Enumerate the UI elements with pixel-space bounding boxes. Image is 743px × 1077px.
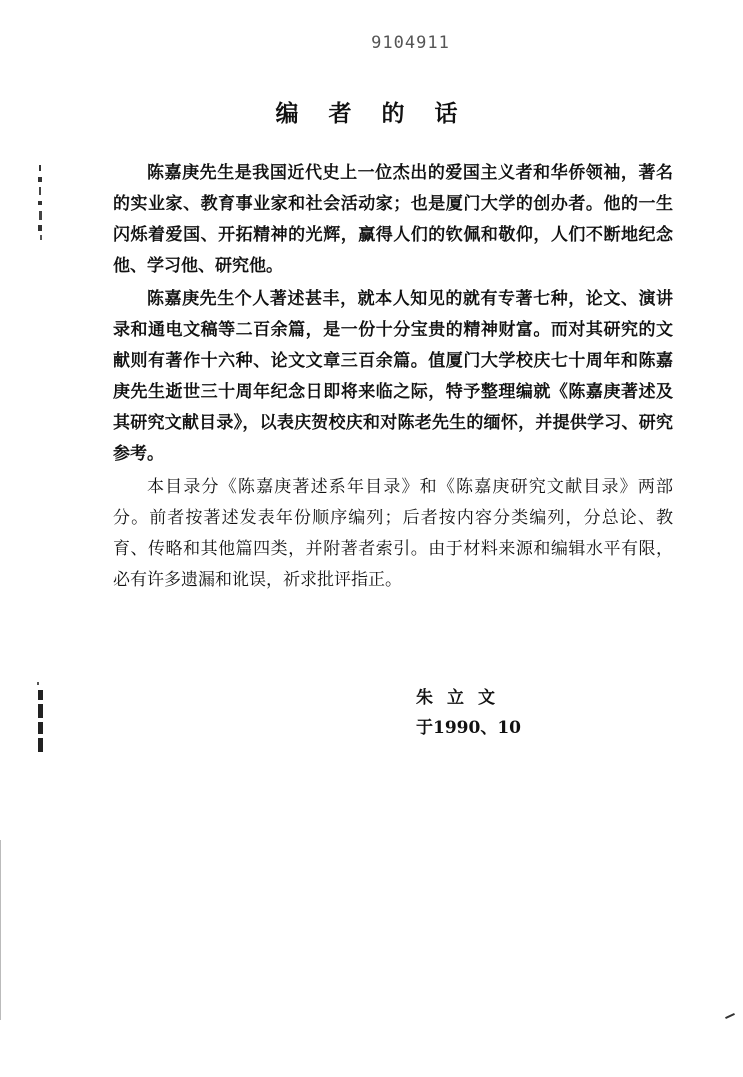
paragraph-2: 陈嘉庚先生个人著述甚丰，就本人知见的就有专著七种，论文、演讲录和通电文稿等二百余篇，是一份十分宝贵的精神财富。而对其研究的文献则有著作十六种、论文文章三百余篇。值厦门大学校庆七十周年和陈嘉庚先生逝世三十周年纪念日即将来临之际，特予整理编就《陈嘉庚著述及其研究文献目录》，以表庆贺校庆和对陈老先生的缅怀，并提供学习、研究参考。 (113, 289, 673, 464)
paragraph-3: 本目录分《陈嘉庚著述系年目录》和《陈嘉庚研究文献目录》两部分。前者按著述发表年份顺序编列；后者按内容分类编列，分总论、教育、传略和其他篇四类，并附著者索引。由于材料来源和编辑水平有限，必有许多遗漏和讹误，祈求批评指正。 (113, 477, 673, 590)
archive-stamp-number: 9104911 (371, 33, 450, 53)
paragraph-1: 陈嘉庚先生是我国近代史上一位杰出的爱国主义者和华侨领袖，著名的实业家、教育事业家和社会活动家；也是厦门大学的创办者。他的一生闪烁着爱国、开拓精神的光辉，赢得人们的钦佩和敬仰，人们不断地纪念他、学习他、研究他。 (113, 163, 673, 276)
body-text (113, 158, 673, 598)
signature-date: 于1990、10 (416, 718, 521, 738)
binding-hole-mark-bottom (34, 680, 48, 755)
page-title: 编者的话 (275, 100, 488, 127)
binding-hole-mark-top (34, 163, 48, 243)
author-name: 朱立文 (416, 688, 509, 708)
signature-block (416, 683, 521, 743)
scan-edge-line (0, 840, 1, 1020)
scan-corner-mark (725, 1013, 735, 1019)
